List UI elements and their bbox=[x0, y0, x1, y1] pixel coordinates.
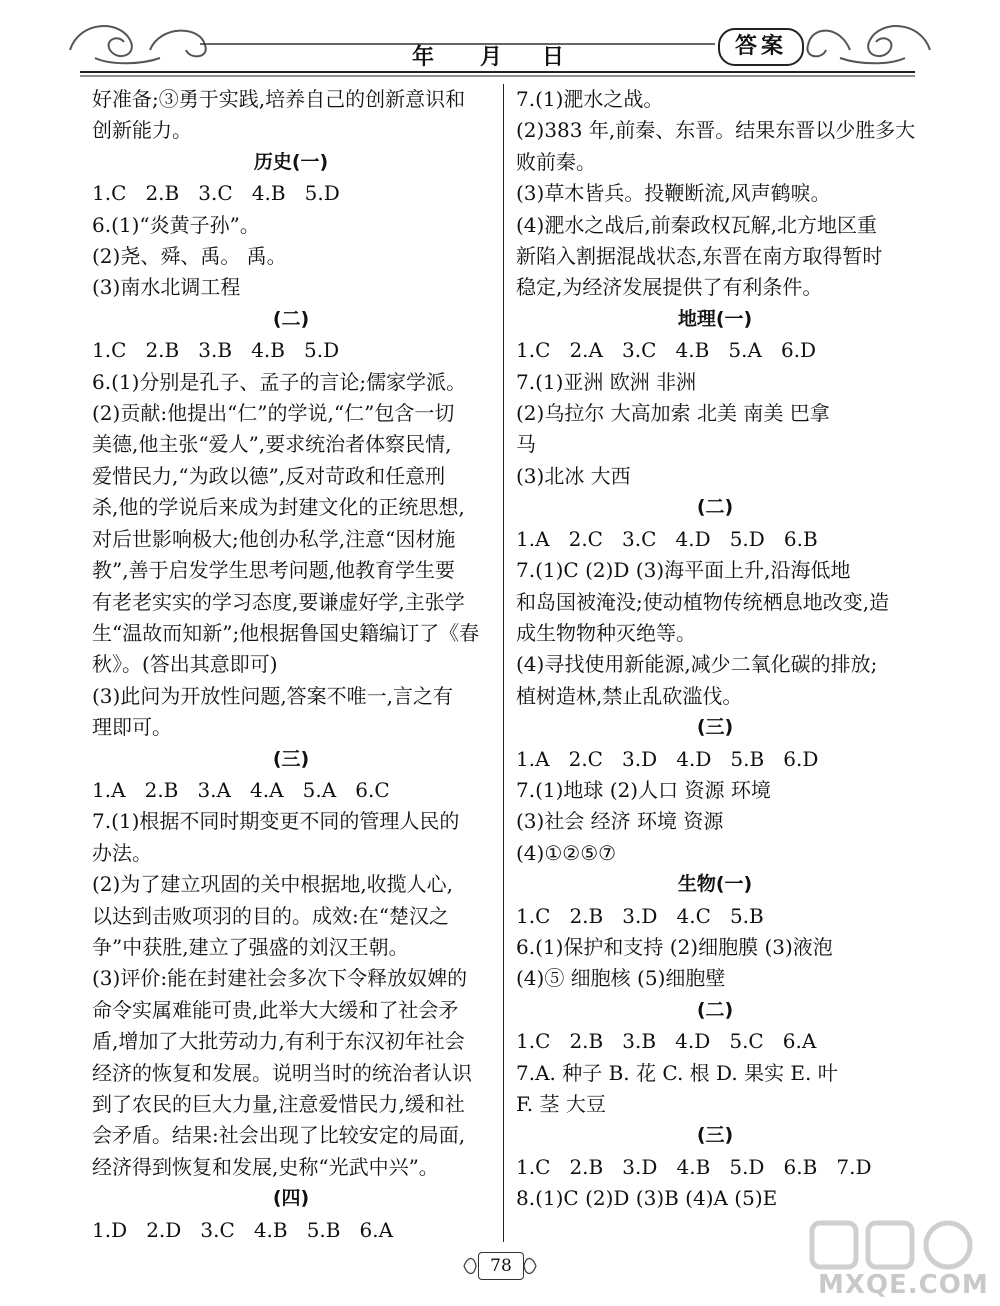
right-column bbox=[516, 84, 914, 1244]
text-line: 有老老实实的学习态度,要谦虚好学,主张学 bbox=[92, 589, 465, 614]
text-line: 新陷入割据混战状态,东晋在南方取得暂时 bbox=[516, 244, 883, 269]
text-line: 教”,善于启发学生思考问题,他教育学生要 bbox=[92, 558, 455, 583]
page-number: 78 bbox=[478, 1252, 524, 1280]
text-line: 7.A. 种子 B. 花 C. 根 D. 果实 E. 叶 bbox=[516, 1060, 838, 1085]
section-title: 地理(一) bbox=[677, 307, 753, 330]
answer-line: 1.C 2.B 3.D 4.C 5.B bbox=[516, 903, 764, 928]
text-line: 美德,他主张“爱人”,要求统治者体察民情, bbox=[92, 432, 452, 457]
answer-badge: 答案 bbox=[718, 28, 804, 66]
text-line: (3)北冰 大西 bbox=[516, 463, 631, 488]
answer-line: 1.A 2.C 3.C 4.D 5.D 6.B bbox=[516, 526, 818, 551]
text-line: 秋》。(答出其意即可) bbox=[92, 652, 278, 677]
text-line: (2)383 年,前秦、东晋。结果东晋以少胜多大 bbox=[516, 118, 916, 143]
text-line: 好准备;③勇于实践,培养自己的创新意识和 bbox=[92, 87, 466, 111]
left-column bbox=[92, 84, 490, 1244]
text-line: 对后世影响极大;他创办私学,注意“因材施 bbox=[92, 526, 456, 551]
text-line: 稳定,为经济发展提供了有利条件。 bbox=[516, 275, 823, 300]
text-line: 7.(1)地球 (2)人口 资源 环境 bbox=[516, 777, 771, 802]
text-line: 创新能力。 bbox=[92, 118, 192, 143]
text-line: 理即可。 bbox=[92, 715, 172, 740]
text-line: 7.(1)C (2)D (3)海平面上升,沿海低地 bbox=[516, 558, 851, 583]
text-line: (2)为了建立巩固的关中根据地,收揽人心, bbox=[92, 872, 454, 897]
answer-line: 1.A 2.B 3.A 4.A 5.A 6.C bbox=[92, 777, 390, 802]
text-line: 杀,他的学说后来成为封建文化的正统思想, bbox=[92, 495, 465, 520]
text-line: (3)评价:能在封建社会多次下令释放奴婢的 bbox=[92, 966, 468, 991]
text-line: 6.(1)“炎黄子孙”。 bbox=[92, 212, 260, 237]
text-line: 以达到击败项羽的目的。成效:在“楚汉之 bbox=[92, 903, 449, 928]
section-title: (二) bbox=[696, 998, 734, 1021]
answer-line: 1.C 2.B 3.B 4.B 5.D bbox=[92, 338, 340, 363]
answer-line: 1.D 2.D 3.C 4.B 5.B 6.A bbox=[92, 1217, 394, 1242]
text-line: 成生物物种灭绝等。 bbox=[516, 620, 696, 645]
text-line: 爱惜民力,“为政以德”,反对苛政和任意刑 bbox=[92, 463, 446, 488]
text-line: (3)此问为开放性问题,答案不唯一,言之有 bbox=[92, 683, 454, 708]
watermark-logo bbox=[800, 1215, 990, 1275]
answer-line: 1.C 2.B 3.B 4.D 5.C 6.A bbox=[516, 1029, 817, 1054]
answer-line: 1.C 2.A 3.C 4.B 5.A 6.D bbox=[516, 338, 817, 363]
text-line: 植树造林,禁止乱砍滥伐。 bbox=[516, 683, 743, 708]
column-divider bbox=[503, 84, 504, 1242]
date-year-label: 年 bbox=[412, 44, 437, 70]
answer-line: 1.C 2.B 3.C 4.B 5.D bbox=[92, 181, 340, 206]
text-line: (4)寻找使用新能源,减少二氧化碳的排放; bbox=[516, 652, 878, 677]
text-line: 6.(1)保护和支持 (2)细胞膜 (3)液泡 bbox=[516, 934, 833, 959]
text-line: 7.(1)亚洲 欧洲 非洲 bbox=[516, 369, 697, 394]
text-line: 7.(1)根据不同时期变更不同的管理人民的 bbox=[92, 809, 460, 834]
section-title: (四) bbox=[272, 1187, 310, 1210]
text-line: 经济得到恢复和发展,史称“光武中兴”。 bbox=[92, 1154, 439, 1179]
section-title: 历史(一) bbox=[253, 150, 329, 173]
text-line: (3)南水北调工程 bbox=[92, 275, 241, 300]
text-line: 马 bbox=[516, 432, 536, 457]
text-line: 会矛盾。结果:社会出现了比较安定的局面, bbox=[92, 1123, 466, 1148]
text-line: F. 茎 大豆 bbox=[516, 1092, 606, 1116]
text-line: (3)草木皆兵。投鞭断流,风声鹤唳。 bbox=[516, 181, 831, 206]
text-line: (4)⑤ 细胞核 (5)细胞壁 bbox=[516, 966, 726, 991]
text-line: 办法。 bbox=[92, 840, 152, 865]
text-line: (3)社会 经济 环境 资源 bbox=[516, 809, 724, 834]
date-day-label: 日 bbox=[542, 44, 567, 70]
answer-line: 1.C 2.B 3.D 4.B 5.D 6.B 7.D bbox=[516, 1154, 872, 1179]
text-line: 经济的恢复和发展。说明当时的统治者认识 bbox=[92, 1060, 472, 1085]
text-line: (4)①②⑤⑦ bbox=[516, 840, 617, 865]
section-title: 生物(一) bbox=[677, 873, 753, 896]
text-line: (2)尧、舜、禹。 禹。 bbox=[92, 244, 287, 269]
section-title: (三) bbox=[696, 1124, 734, 1147]
section-title: (三) bbox=[696, 716, 734, 739]
text-line: 到了农民的巨大力量,注意爱惜民力,缓和社 bbox=[92, 1092, 465, 1116]
section-title: (三) bbox=[272, 747, 310, 770]
text-line: (2)乌拉尔 大高加索 北美 南美 巴拿 bbox=[516, 401, 830, 426]
page-header bbox=[0, 0, 1000, 80]
text-line: 生“温故而知新”;他根据鲁国史籍编订了《春 bbox=[92, 620, 480, 645]
watermark-text: MXQE.COM bbox=[818, 1270, 989, 1300]
section-title: (二) bbox=[696, 496, 734, 519]
text-line: 争”中获胜,建立了强盛的刘汉王朝。 bbox=[92, 934, 409, 959]
text-line: 败前秦。 bbox=[516, 149, 596, 174]
date-month-label: 月 bbox=[480, 44, 505, 70]
text-line: 盾,增加了大批劳动力,有利于东汉初年社会 bbox=[92, 1029, 465, 1054]
text-line: 8.(1)C (2)D (3)B (4)A (5)E bbox=[516, 1186, 778, 1211]
text-line: 7.(1)淝水之战。 bbox=[516, 87, 664, 111]
text-line: (4)淝水之战后,前秦政权瓦解,北方地区重 bbox=[516, 212, 878, 237]
section-title: (二) bbox=[272, 307, 310, 330]
text-line: (2)贡献:他提出“仁”的学说,“仁”包含一切 bbox=[92, 401, 455, 426]
text-line: 和岛国被淹没;使动植物传统栖息地改变,造 bbox=[516, 589, 890, 614]
text-line: 6.(1)分别是孔子、孟子的言论;儒家学派。 bbox=[92, 369, 467, 394]
answer-line: 1.A 2.C 3.D 4.D 5.B 6.D bbox=[516, 746, 819, 771]
text-line: 命令实属难能可贵,此举大大缓和了社会矛 bbox=[92, 997, 459, 1022]
